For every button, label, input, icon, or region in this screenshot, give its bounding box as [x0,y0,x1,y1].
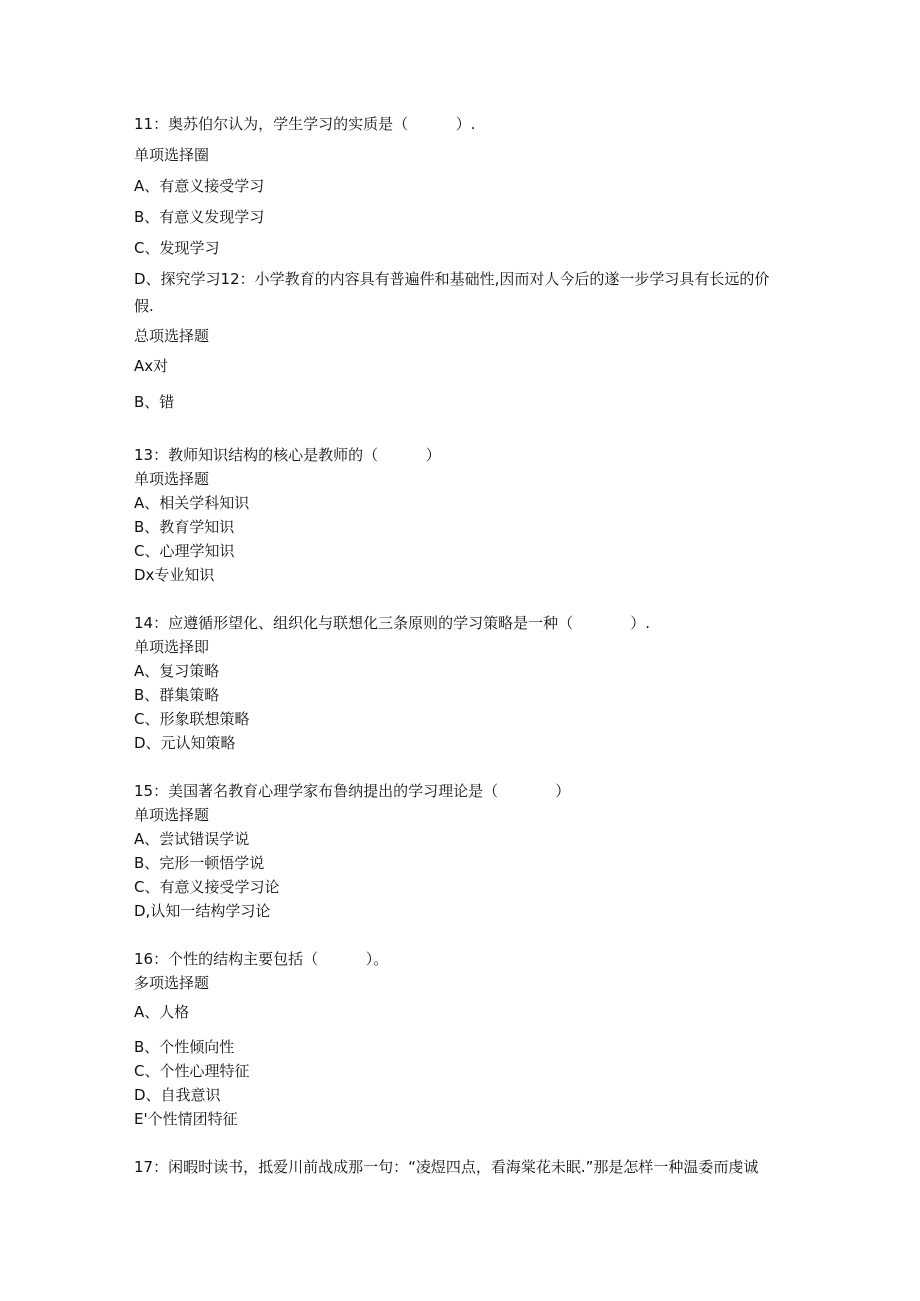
question-13-stem: 13：教师知识结构的核心是教师的（ ） [134,446,441,464]
question-14-option-a: A、复习策略 [134,662,220,680]
question-15-option-c: C、有意义接受学习论 [134,878,280,896]
question-14-stem: 14：应遵循形望化、组织化与联想化三条原则的学习策略是一种（ ）. [134,614,651,632]
question-14-option-d: D、元认知策略 [134,734,236,752]
question-14-option-b: B、群集策略 [134,686,220,704]
question-16-option-a: A、人格 [134,1003,190,1021]
question-11-option-a: A、有意义接受学习 [134,177,265,195]
question-13-type: 单项选择题 [134,470,210,488]
question-11-option-c: C、发现学习 [134,239,220,257]
question-17-stem: 17：闲暇时读书，抵爱川前战成那一句：“凌煜四点，看海棠花未眠.”那是怎样一种温委而虔诚 [134,1158,759,1176]
question-13-option-a: A、相关学科知识 [134,494,250,512]
question-13-option-c: C、心理学知识 [134,542,235,560]
question-12-option-a: Ax对 [134,357,169,375]
question-15-option-a: A、尝试错误学说 [134,830,250,848]
question-15-type: 单项选择题 [134,806,210,824]
question-13-option-d: Dx专业知识 [134,566,215,584]
question-14-type: 单项选择即 [134,638,210,656]
question-16-stem: 16：个性的结构主要包括（ ）。 [134,950,389,968]
question-15-stem: 15：美国著名教育心理学家布鲁纳提出的学习理论是（ ） [134,782,571,800]
question-16-option-d: D、自我意识 [134,1086,221,1104]
question-16-option-c: C、个性心理特征 [134,1062,250,1080]
question-15-option-b: B、完形一顿悟学说 [134,854,265,872]
question-15-option-d: D,认知一结构学习论 [134,902,271,920]
question-11-option-b: B、有意义发现学习 [134,208,265,226]
question-11-stem: 11：奥苏伯尔认为，学生学习的实质是（ ）. [134,115,476,133]
question-14-option-c: C、形象联想策略 [134,710,250,728]
question-16-type: 多项选择题 [134,974,210,992]
question-12-type: 总项选择题 [134,327,210,345]
question-12-stem-continued: 假. [134,297,154,315]
question-13-option-b: B、教育学知识 [134,518,235,536]
question-16-option-b: B、个性倾向性 [134,1038,235,1056]
question-11-option-d-and-question-12-stem: D、探究学习12：小学教育的内容具有普遍件和基础性,因而对人今后的遂一步学习具有长远的价 [134,270,770,288]
question-16-option-e: E'个性情团特征 [134,1110,238,1128]
question-12-option-b: B、错 [134,393,175,411]
question-11-type: 单项选择圈 [134,146,210,164]
